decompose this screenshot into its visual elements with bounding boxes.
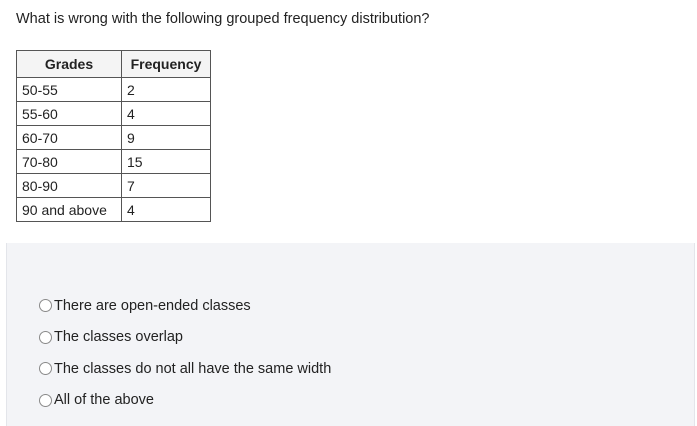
option-all-of-the-above[interactable] xyxy=(39,385,331,417)
header-grades: Grades xyxy=(17,51,122,78)
radio-button[interactable] xyxy=(39,362,52,375)
question-prompt: What is wrong with the following grouped frequency distribution? xyxy=(16,11,430,27)
option-label: All of the above xyxy=(54,392,154,409)
table-row xyxy=(17,78,211,102)
grades-cell: 50-55 xyxy=(17,78,122,102)
radio-button[interactable] xyxy=(39,394,52,407)
table-row xyxy=(17,150,211,174)
frequency-cell: 4 xyxy=(122,102,211,126)
option-classes-overlap[interactable] xyxy=(39,322,331,354)
frequency-cell: 2 xyxy=(122,78,211,102)
table-row xyxy=(17,198,211,222)
grades-cell: 55-60 xyxy=(17,102,122,126)
option-unequal-widths[interactable] xyxy=(39,353,331,385)
grades-cell: 90 and above xyxy=(17,198,122,222)
frequency-cell: 7 xyxy=(122,174,211,198)
header-frequency: Frequency xyxy=(122,51,211,78)
frequency-cell: 15 xyxy=(122,150,211,174)
grades-cell: 80-90 xyxy=(17,174,122,198)
option-label: The classes overlap xyxy=(54,329,183,346)
table-row xyxy=(17,126,211,150)
table-row xyxy=(17,174,211,198)
frequency-cell: 4 xyxy=(122,198,211,222)
grades-cell: 70-80 xyxy=(17,150,122,174)
radio-button[interactable] xyxy=(39,331,52,344)
table-row xyxy=(17,102,211,126)
frequency-table xyxy=(16,50,211,222)
answer-options xyxy=(39,290,331,416)
option-label: The classes do not all have the same width xyxy=(54,360,332,377)
grades-cell: 60-70 xyxy=(17,126,122,150)
option-label: There are open-ended classes xyxy=(54,297,251,314)
frequency-cell: 9 xyxy=(122,126,211,150)
option-open-ended-classes[interactable] xyxy=(39,290,331,322)
radio-button[interactable] xyxy=(39,299,52,312)
table-header-row xyxy=(17,51,211,78)
